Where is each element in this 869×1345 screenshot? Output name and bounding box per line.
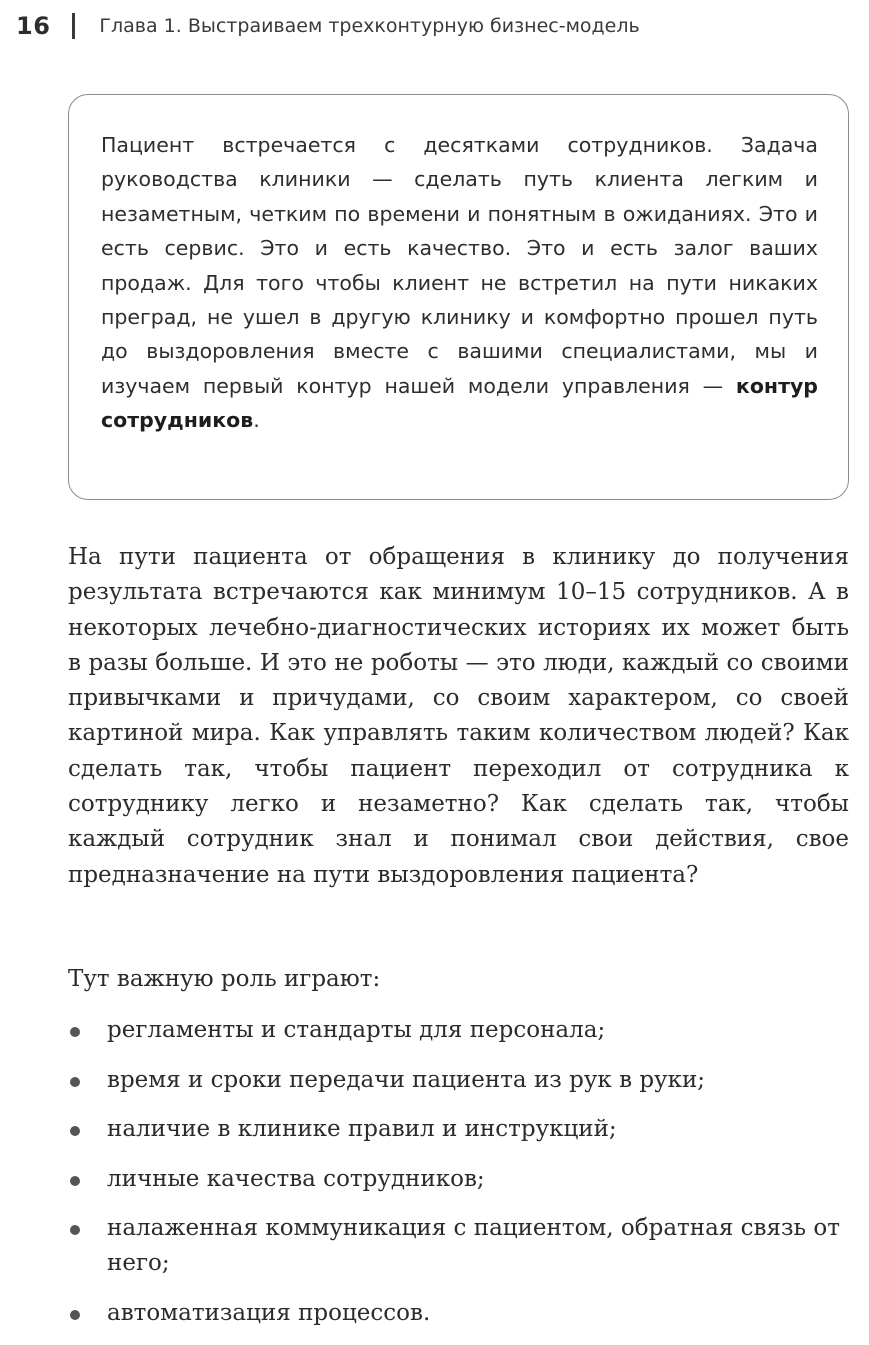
running-header [16,8,640,44]
bullet-icon [70,1077,80,1087]
bullet-list [68,1013,849,1345]
bullet-icon [70,1027,80,1037]
list-item [68,1211,849,1281]
bullet-icon [70,1176,80,1186]
list-item [68,1112,849,1147]
callout-body: Пациент встречается с десятками сотрудников. Задача руководства клиники — сделать путь клиента легким и незаметным, четким по времени и понятным в ожиданиях. Это и есть сервис. Это и есть качество. Это и есть залог ваших продаж. Для того чтобы клиент не встретил на пути никаких преград, не ушел в другую клинику и комфортно прошел путь до выздоровления вместе с вашими специалистами, мы и изучаем первый контур нашей модели управления — [101,133,818,398]
list-item-text: регламенты и стандарты для персонала; [107,1017,606,1043]
bullet-icon [70,1225,80,1235]
list-item-text: налаженная коммуникация с пациентом, обратная связь от него; [107,1215,840,1276]
list-item-text: время и сроки передачи пациента из рук в руки; [107,1066,706,1093]
list-item [68,1013,849,1048]
header-divider [72,13,75,39]
list-intro: Тут важную роль играют: [68,966,381,992]
list-item-text: личные качества сотрудников; [107,1165,485,1192]
list-item-text: автоматизация процессов. [107,1299,431,1326]
callout-box [68,94,849,500]
callout-end: . [253,408,260,433]
callout-emphasis: контур сотрудников [101,373,818,433]
list-item [68,1162,849,1197]
chapter-title: Глава 1. Выстраиваем трехконтурную бизнес-модель [99,15,640,37]
list-item [68,1296,849,1331]
list-item [68,1063,849,1098]
bullet-icon [70,1310,80,1320]
page-number: 16 [16,12,51,40]
callout-text [101,128,818,438]
bullet-icon [70,1126,80,1136]
list-item-text: наличие в клинике правил и инструкций; [107,1116,617,1142]
body-paragraph: На пути пациента от обращения в клинику до получения результата встречаются как минимум 10–15 сотрудников. А в некоторых лечебно-диагностических историях их может быть в разы больше. И это не роботы — это люди, каждый со своими привычками и причудами, со своим характером, со своей картиной мира. Как управлять таким количеством людей? Как сделать так, чтобы пациент переходил от сотрудника к сотруднику легко и незаметно? Как сделать так, чтобы каждый сотрудник знал и понимал свои действия, свое предназначение на пути выздоровления пациента? [68,544,849,888]
